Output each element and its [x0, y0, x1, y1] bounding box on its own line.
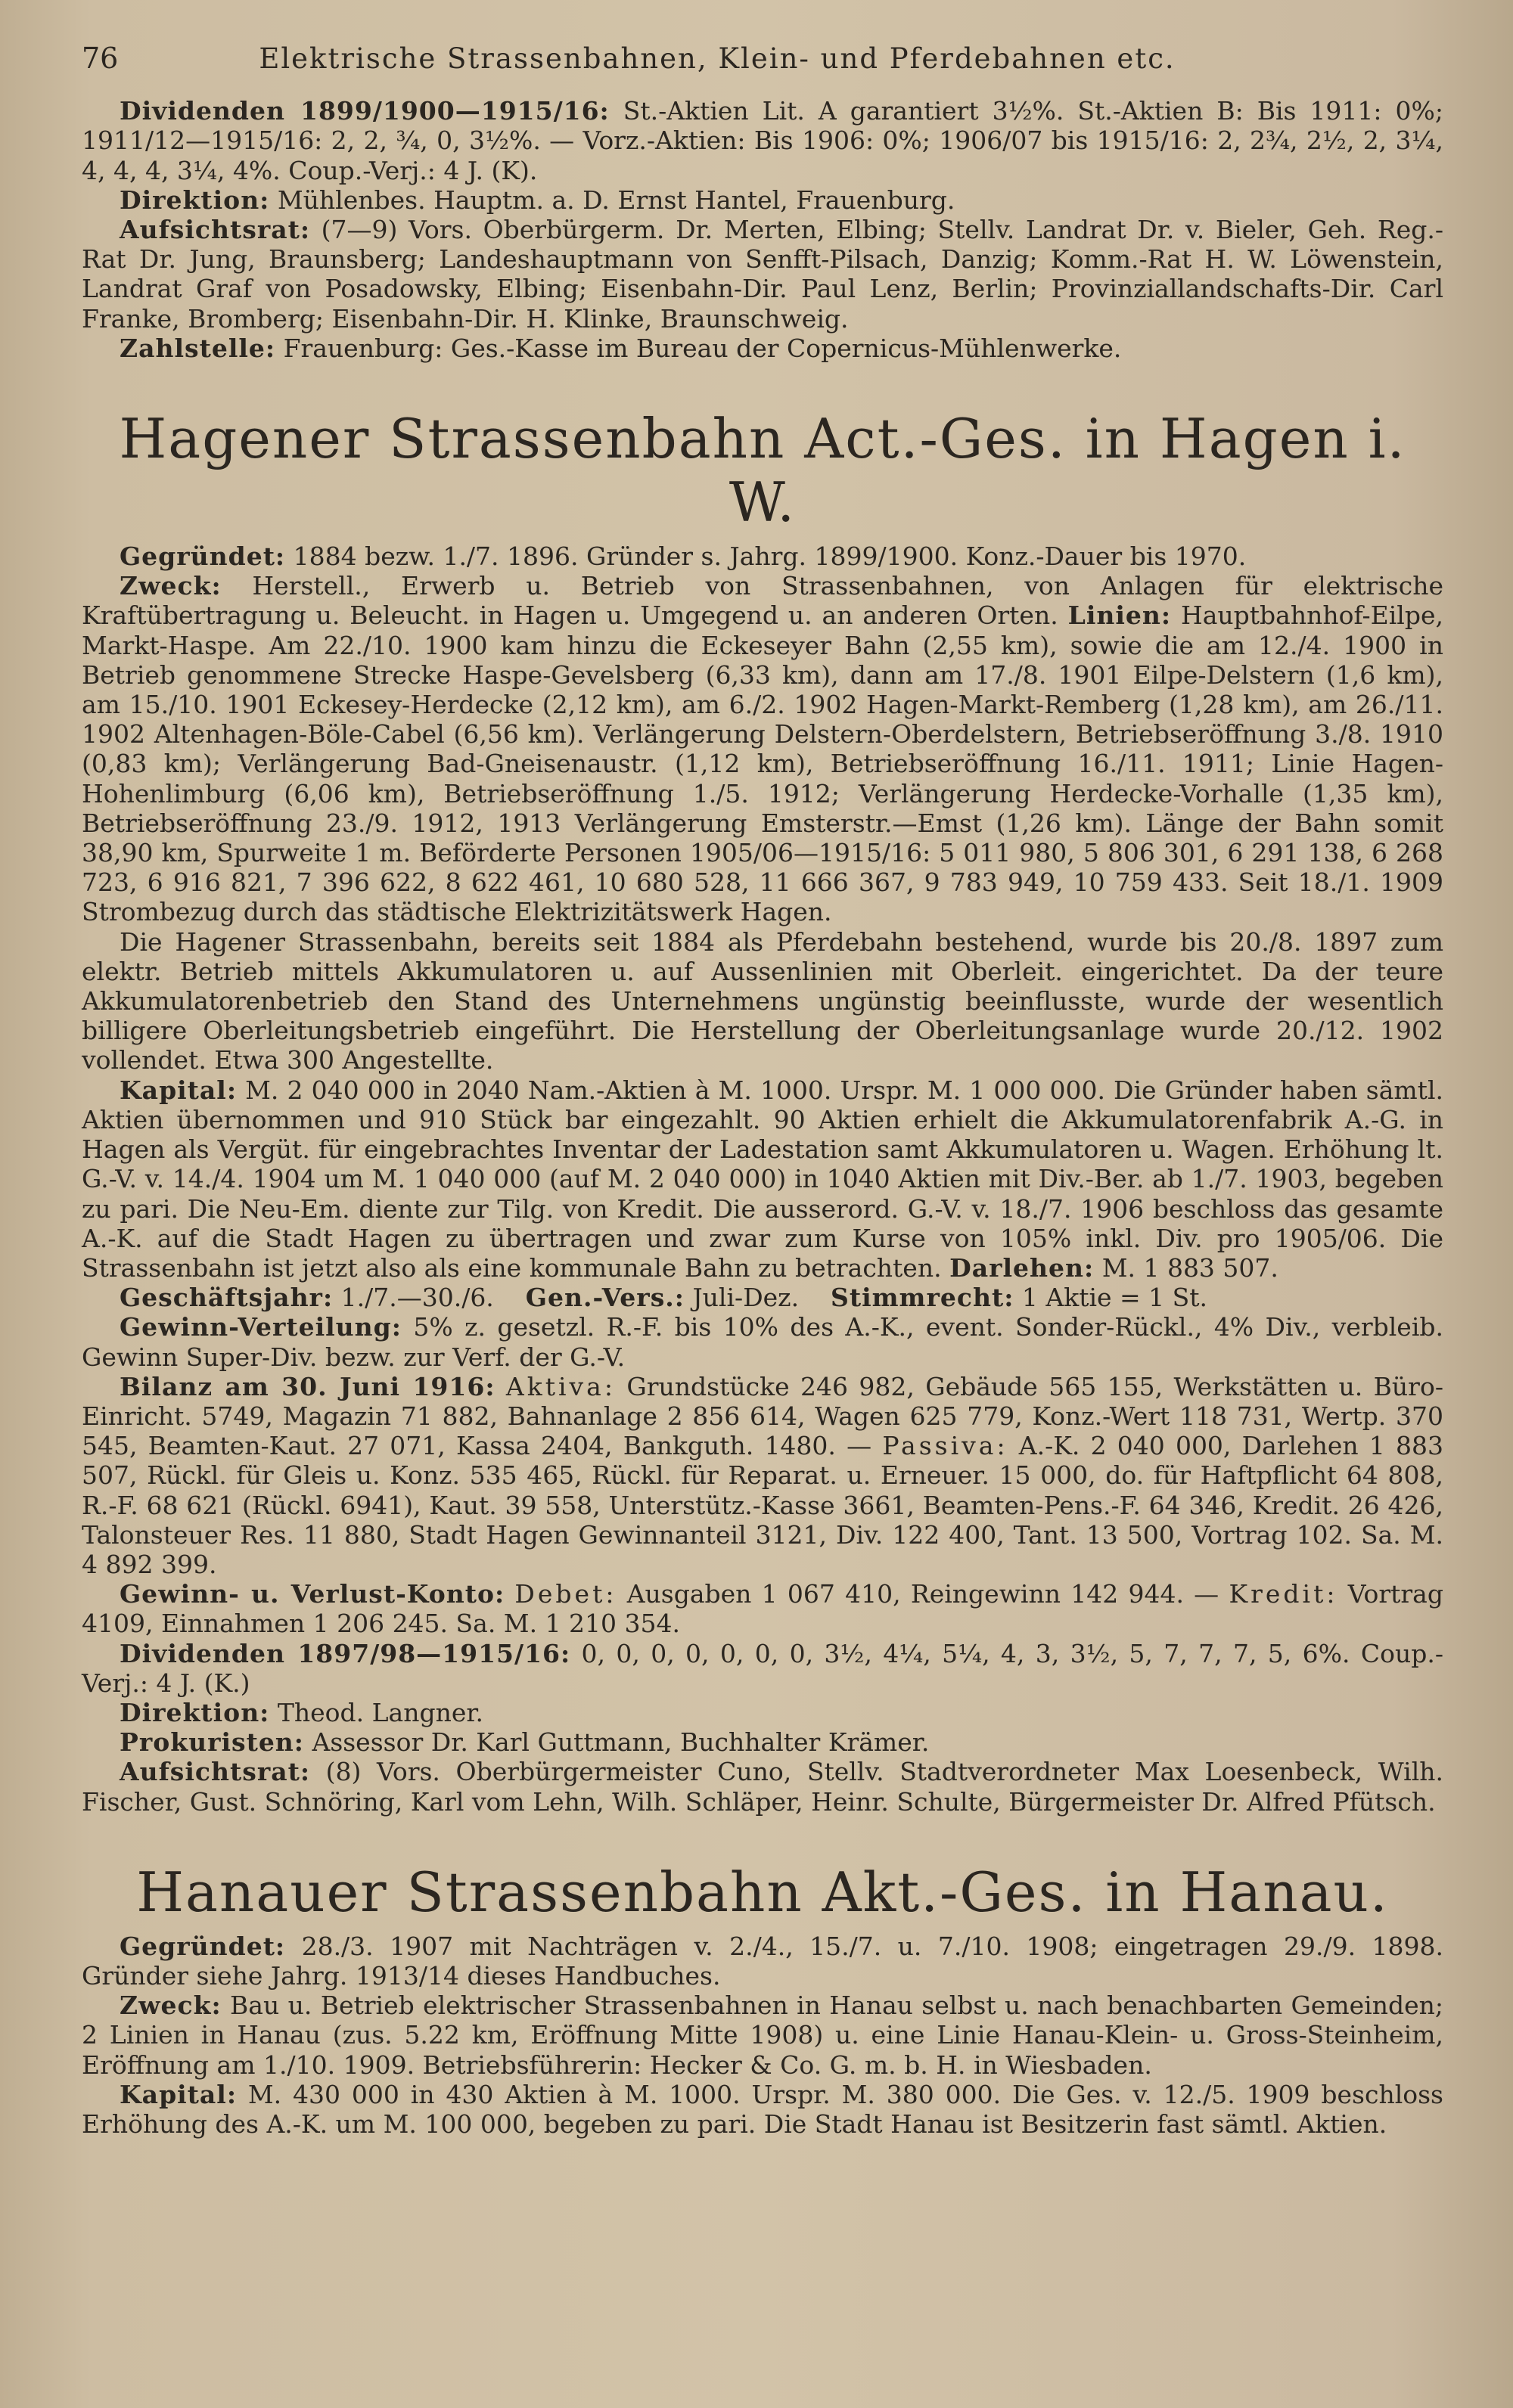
- hagen-aufsichtsrat: Aufsichtsrat: (8) Vors. Oberbürgermeister Cuno, Stellv. Stadtverordneter Max Loesenbeck, Wilh. Fischer, Gust. Schnöring, Karl vom Lehn, Wilh. Schläper, Heinr. Schulte, Bürgermeister Dr. Alfred Pfütsch.: [82, 1757, 1443, 1817]
- hagen-geschaeftsjahr: Geschäftsjahr: 1./7.—30./6. Gen.-Vers.: Juli-Dez. Stimmrecht: 1 Aktie = 1 St.: [120, 1283, 1208, 1313]
- prev-entry: [82, 96, 1443, 363]
- hanau-kapital: Kapital: M. 430 000 in 430 Aktien à M. 1000. Urspr. M. 380 000. Die Ges. v. 12./5. 1909 beschloss Erhöhung des A.-K. um M. 100 000, begeben zu pari. Die Stadt Hanau ist Besitzerin fast sämtl. Aktien.: [82, 2079, 1443, 2139]
- hagen-prokuristen: Prokuristen: Assessor Dr. Karl Guttmann, Buchhalter Krämer.: [120, 1727, 930, 1758]
- hanau-gegruendet: Gegründet: 28./3. 1907 mit Nachträgen v. 2./4., 15./7. u. 7./10. 1908; eingetragen 29./9. 1898. Gründer siehe Jahrg. 1913/14 dieses Handbuches.: [82, 1931, 1443, 1991]
- prev-zahlstelle: Zahlstelle: Frauenburg: Ges.-Kasse im Bureau der Copernicus-Mühlenwerke.: [120, 333, 1122, 363]
- hagen-bilanz: Bilanz am 30. Juni 1916: Aktiva: Grundstücke 246 982, Gebäude 565 155, Werkstätten u. Büro-Einricht. 5749, Magazin 71 882, Bahnanlage 2 856 614, Wagen 625 779, Konz.-Wert 118 731, Wertp. 370 545, Beamten-Kaut. 27 071, Kassa 2404, Bankguth. 1480. — Passiva: A.-K. 2 040 000, Darlehen 1 883 507, Rückl. für Gleis u. Konz. 535 465, Rückl. für Reparat. u. Erneuer. 15 000, do. für Haftpflicht 64 808, R.-F. 68 621 (Rückl. 6941), Kaut. 39 558, Unterstütz.-Kasse 3661, Beamten-Pens.-F. 64 346, Kredit. 26 426, Talonsteuer Res. 11 880, Stadt Hagen Gewinnanteil 3121, Div. 122 400, Tant. 13 500, Vortrag 102. Sa. M. 4 892 399.: [82, 1371, 1443, 1579]
- prev-direktion: Direktion: Mühlenbes. Hauptm. a. D. Ernst Hantel, Frauenburg.: [120, 185, 955, 215]
- hagen-direktion: Direktion: Theod. Langner.: [120, 1697, 484, 1727]
- entry-hanau: [82, 1932, 1443, 2139]
- page-content: [82, 44, 1443, 2139]
- hanau-zweck: Zweck: Bau u. Betrieb elektrischer Strassenbahnen in Hanau selbst u. nach benachbarten Gemeinden; 2 Linien in Hanau (zus. 5.22 km, Eröffnung Mitte 1908) u. eine Linie Hanau-Klein- u. Gross-Steinheim, Eröffnung am 1./10. 1909. Betriebsführerin: Hecker & Co. G. m. b. H. in Wiesbaden.: [82, 1991, 1444, 2080]
- company-title-hanau: Hanauer Strassenbahn Akt.-Ges. in Hanau.: [136, 1860, 1389, 1924]
- page-number: 76: [82, 42, 119, 75]
- hagen-dividenden: Dividenden 1897/98—1915/16: 0, 0, 0, 0, 0, 0, 0, 3½, 4¼, 5¼, 4, 3, 3½, 5, 7, 7, 7, 5, 6%. Coup.-Verj.: 4 J. (K.): [82, 1638, 1443, 1698]
- running-head: [82, 44, 1443, 73]
- hagen-history: Die Hagener Strassenbahn, bereits seit 1884 als Pferdebahn bestehend, wurde bis 20./8. 1897 zum elektr. Betrieb mittels Akkumulatoren u. auf Aussenlinien mit Oberleit. eingerichtet. Da der teure Akkumulatorenbetrieb den Stand des Unternehmens ungünstig beeinflusste, wurde der wesentlich billigere Oberleitungsbetrieb eingeführt. Die Herstellung der Oberleitungsanlage wurde 20./12. 1902 vollendet. Etwa 300 Angestellte.: [82, 926, 1443, 1075]
- running-title: Elektrische Strassenbahnen, Klein- und Pferdebahnen etc.: [259, 42, 1176, 75]
- entry-hagen: [82, 541, 1443, 1817]
- hagen-guv: Gewinn- u. Verlust-Konto: Debet: Ausgaben 1 067 410, Reingewinn 142 944. — Kredit: Vortrag 4109, Einnahmen 1 206 245. Sa. M. 1 210 354.: [82, 1579, 1443, 1639]
- prev-dividenden-label: Dividenden 1899/1900—1915/16:: [120, 96, 610, 126]
- hagen-zweck: Zweck: Herstell., Erwerb u. Betrieb von Strassenbahnen, von Anlagen für elektrische Kraftübertragung u. Beleucht. in Hagen u. Umgegend u. an anderen Orten. Linien: Hauptbahnhof-Eilpe, Markt-Haspe. Am 22./10. 1900 kam hinzu die Eckeseyer Bahn (2,55 km), sowie die am 12./4. 1900 in Betrieb genommene Strecke Haspe-Gevelsberg (6,33 km), dann am 17./8. 1901 Eilpe-Delstern (1,6 km), am 15./10. 1901 Eckesey-Herdecke (2,12 km), am 6./2. 1902 Hagen-Markt-Remberg (1,28 km), am 26./11. 1902 Altenhagen-Böle-Cabel (6,56 km). Verlängerung Delstern-Oberdelstern, Betriebseröffnung 3./8. 1910 (0,83 km); Verlängerung Bad-Gneisenaustr. (1,12 km), Betriebseröffnung 16./11. 1911; Linie Hagen-Hohenlimburg (6,06 km), Betriebseröffnung 1./5. 1912; Verlängerung Herdecke-Vorhalle (1,35 km), Betriebseröffnung 23./9. 1912, 1913 Verlängerung Emsterstr.—Emst (1,26 km). Länge der Bahn somit 38,90 km, Spurweite 1 m. Beförderte Personen 1905/06—1915/16: 5 011 980, 5 806 301, 6 291 138, 6 268 723, 6 916 821, 7 396 622, 8 622 461, 10 680 528, 11 666 367, 9 783 949, 10 759 433. Seit 18./1. 1909 Strombezug durch das städtische Elektrizitätswerk Hagen.: [82, 571, 1444, 927]
- hagen-kapital: Kapital: M. 2 040 000 in 2040 Nam.-Aktien à M. 1000. Urspr. M. 1 000 000. Die Gründer haben sämtl. Aktien übernommen und 910 Stück bar eingezahlt. 90 Aktien erhielt die Akkumulatorenfabrik A.-G. in Hagen als Vergüt. für eingebrachtes Inventar der Ladestation samt Akkumulatoren u. Wagen. Erhöhung lt. G.-V. v. 14./4. 1904 um M. 1 040 000 (auf M. 2 040 000) in 1040 Aktien mit Div.-Ber. ab 1./7. 1903, begeben zu pari. Die Neu-Em. diente zur Tilg. von Kredit. Die ausserord. G.-V. v. 18./7. 1906 beschloss das gesamte A.-K. auf die Stadt Hagen zu übertragen und zwar zum Kurse von 105% inkl. Div. pro 1905/06. Die Strassenbahn ist jetzt also als eine kommunale Bahn zu betrachten. Darlehen: M. 1 883 507.: [82, 1075, 1443, 1283]
- prev-dividenden: Dividenden 1899/1900—1915/16: St.-Aktien Lit. A garantiert 3½%. St.-Aktien B: Bis 1911: 0%; 1911/12—1915/16: 2, 2, ¾, 0, 3½%. — Vorz.-Aktien: Bis 1906: 0%; 1906/07 bis 1915/16: 2, 2¾, 2½, 2, 3¼, 4, 4, 4, 3¼, 4%. Coup.-Verj.: 4 J. (K).: [82, 96, 1443, 185]
- prev-aufsichtsrat: Aufsichtsrat: (7—9) Vors. Oberbürgerm. Dr. Merten, Elbing; Stellv. Landrat Dr. v. Bieler, Geh. Reg.-Rat Dr. Jung, Braunsberg; Landeshauptmann von Senfft-Pilsach, Danzig; Komm.-Rat H. W. Löwenstein, Landrat Graf von Posadowsky, Elbing; Eisenbahn-Dir. Paul Lenz, Berlin; Provinziallandschafts-Dir. Carl Franke, Bromberg; Eisenbahn-Dir. H. Klinke, Braunschweig.: [82, 215, 1443, 334]
- hagen-gegruendet: Gegründet: 1884 bezw. 1./7. 1896. Gründer s. Jahrg. 1899/1900. Konz.-Dauer bis 1970.: [120, 541, 1247, 572]
- hagen-gewinnverteilung: Gewinn-Verteilung: 5% z. gesetzl. R.-F. bis 10% des A.-K., event. Sonder-Rückl., 4% Div., verbleib. Gewinn Super-Div. bezw. zur Verf. der G.-V.: [82, 1312, 1443, 1372]
- company-title-hagen: Hagener Strassenbahn Act.-Ges. in Hagen i. W.: [119, 407, 1406, 535]
